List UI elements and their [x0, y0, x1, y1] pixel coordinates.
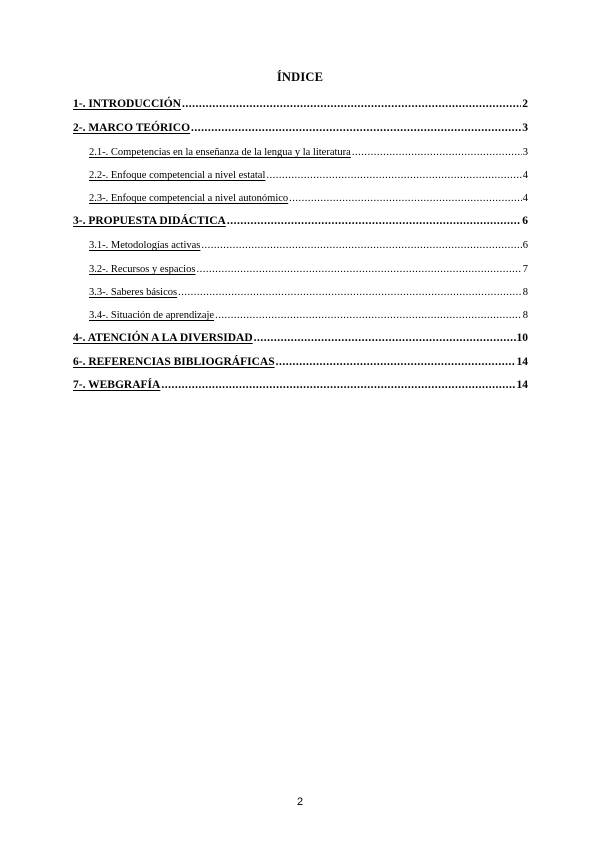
toc-entry-text: 3.2-. Recursos y espacios	[89, 264, 196, 275]
toc-entry-metodologias[interactable]	[73, 238, 528, 253]
toc-dot-leader	[276, 355, 516, 370]
toc-entry-introduccion[interactable]	[73, 97, 528, 112]
toc-entry-page: 3	[522, 147, 528, 158]
toc-title: ÍNDICE	[276, 70, 324, 84]
toc-entry-text: 6-. REFERENCIAS BIBLIOGRÁFICAS	[73, 356, 275, 368]
toc-entry-marco-teorico[interactable]	[73, 121, 528, 136]
toc-entry-competencias[interactable]	[73, 145, 528, 160]
toc-entry-propuesta-didactica[interactable]	[73, 214, 528, 229]
toc-dot-leader	[289, 191, 522, 206]
toc-dot-leader	[201, 238, 521, 253]
toc-entry-text: 2.3-. Enfoque competencial a nivel autonómico	[89, 193, 289, 204]
toc-entry-text: 3.1-. Metodologías activas	[89, 240, 201, 251]
toc-entry-page: 7	[522, 264, 528, 275]
toc-entry-page: 6	[522, 215, 528, 227]
toc-entry-text: 2.2-. Enfoque competencial a nivel estatal	[89, 170, 266, 181]
toc-entry-page: 4	[522, 193, 528, 204]
table-of-contents	[73, 93, 528, 393]
toc-dot-leader	[215, 308, 522, 323]
toc-entry-page: 2	[522, 98, 528, 110]
toc-dot-leader	[352, 145, 522, 160]
toc-dot-leader	[182, 97, 521, 112]
toc-entry-enfoque-estatal[interactable]	[73, 168, 528, 183]
toc-entry-page: 6	[522, 240, 528, 251]
toc-entry-situacion[interactable]	[73, 308, 528, 323]
page-number: 2	[296, 796, 304, 808]
toc-entry-webgrafia[interactable]	[73, 378, 528, 393]
toc-entry-text: 2-. MARCO TEÓRICO	[73, 122, 191, 134]
toc-dot-leader	[191, 121, 521, 136]
toc-entry-text: 2.1-. Competencias en la enseñanza de la lengua y la literatura	[89, 147, 351, 158]
toc-entry-page: 4	[522, 170, 528, 181]
toc-entry-page: 3	[522, 122, 528, 134]
toc-entry-page: 14	[516, 379, 528, 391]
toc-dot-leader	[254, 331, 516, 346]
toc-entry-text: 3.4-. Situación de aprendizaje	[89, 310, 215, 321]
toc-entry-page: 10	[516, 332, 528, 344]
toc-dot-leader	[161, 378, 515, 393]
toc-entry-page: 8	[522, 287, 528, 298]
toc-entry-text: 7-. WEBGRAFÍA	[73, 379, 161, 391]
toc-dot-leader	[266, 168, 521, 183]
toc-entry-page: 8	[522, 310, 528, 321]
toc-entry-enfoque-autonomico[interactable]	[73, 191, 528, 206]
toc-entry-atencion-diversidad[interactable]	[73, 331, 528, 346]
toc-dot-leader	[227, 214, 521, 229]
toc-entry-page: 14	[516, 356, 528, 368]
toc-dot-leader	[178, 285, 522, 300]
toc-entry-text: 1-. INTRODUCCIÓN	[73, 98, 181, 110]
toc-entry-text: 4-. ATENCIÓN A LA DIVERSIDAD	[73, 332, 253, 344]
toc-dot-leader	[196, 262, 521, 277]
toc-entry-text: 3.3-. Saberes básicos	[89, 287, 178, 298]
toc-entry-text: 3-. PROPUESTA DIDÁCTICA	[73, 215, 226, 227]
toc-entry-recursos[interactable]	[73, 262, 528, 277]
toc-entry-referencias[interactable]	[73, 355, 528, 370]
toc-entry-saberes[interactable]	[73, 285, 528, 300]
